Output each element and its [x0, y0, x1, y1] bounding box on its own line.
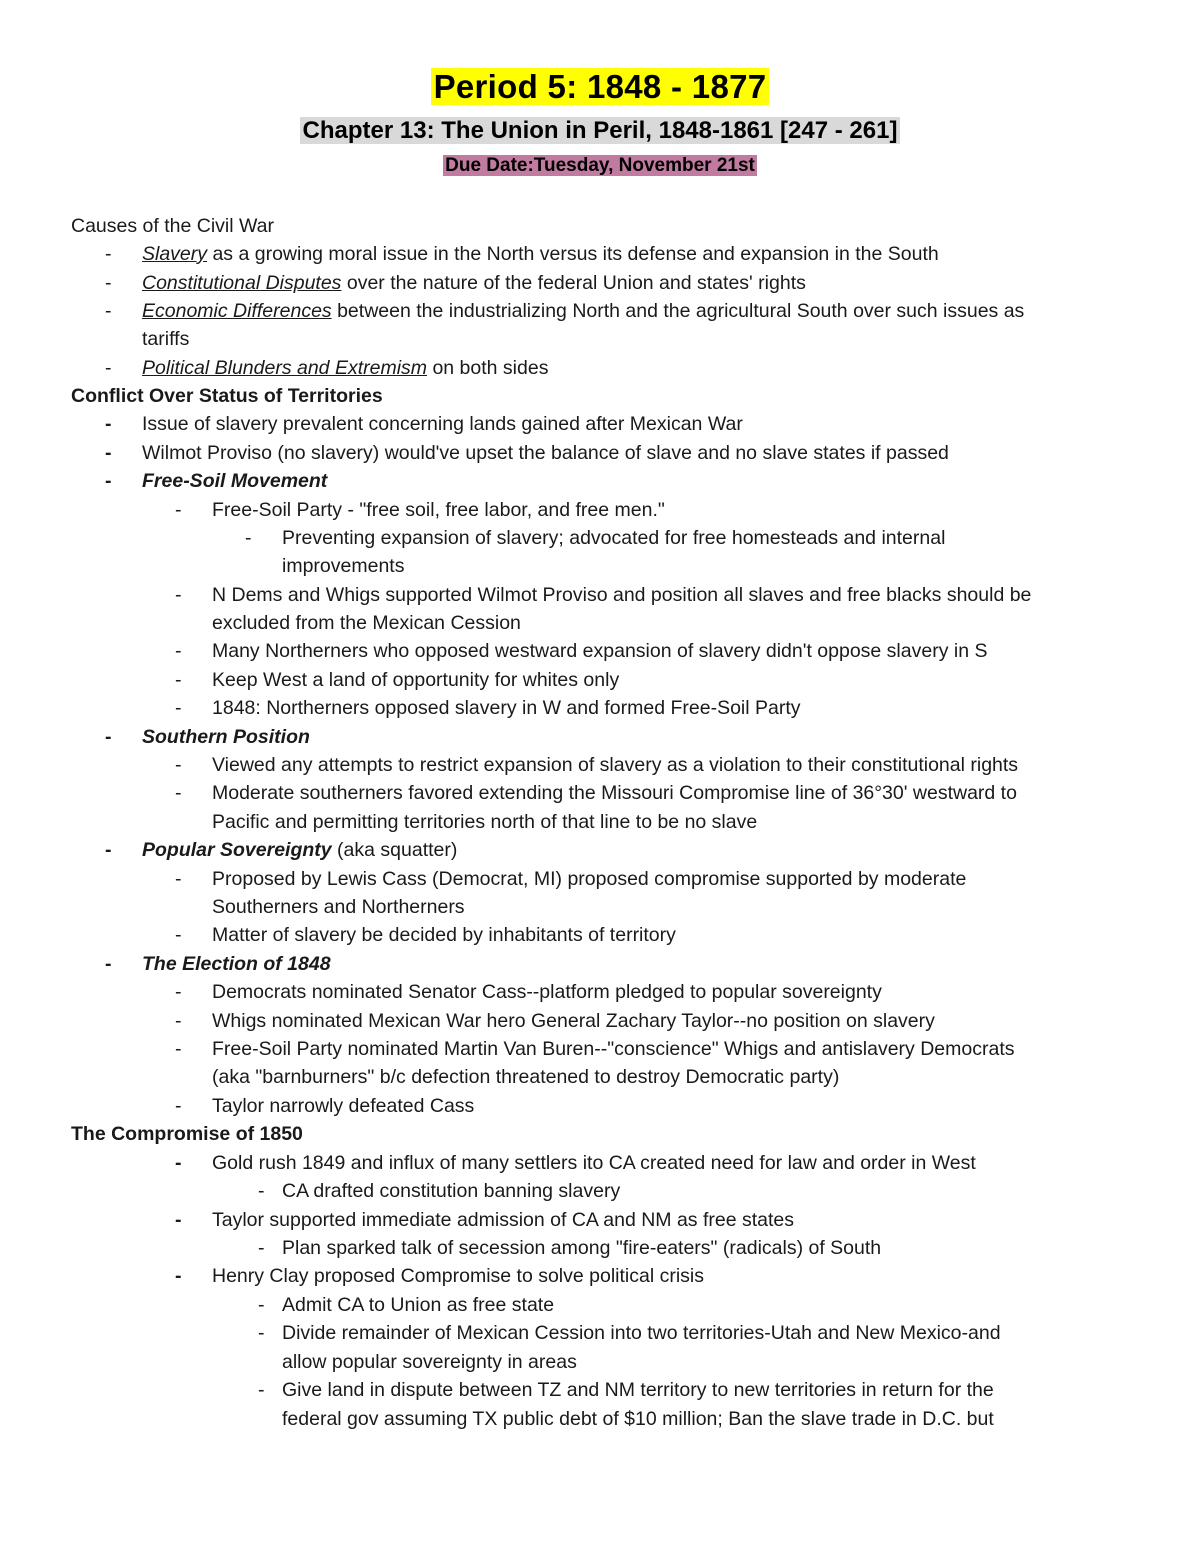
list-item: Plan sparked talk of secession among "fire-eaters" (radicals) of South [282, 1237, 882, 1259]
dash: - [105, 726, 112, 748]
list-item: N Dems and Whigs supported Wilmot Proviso and position all slaves and free blacks should be [212, 584, 1032, 606]
list-item: Moderate southerners favored extending the Missouri Compromise line of 36°30' westward to [212, 782, 1017, 804]
period-title: Period 5: 1848 - 1877 [431, 68, 770, 105]
causes-heading: Causes of the Civil War [71, 215, 275, 237]
dash: - [105, 413, 112, 435]
cause-continuation: tariffs [142, 328, 190, 350]
cause-text: as a growing moral issue in the North versus its defense and expansion in the South [207, 243, 939, 265]
list-item: Free-Soil Party nominated Martin Van Buren--"conscience" Whigs and antislavery Democrats [212, 1038, 1015, 1060]
territories-heading: Conflict Over Status of Territories [71, 385, 383, 407]
dash: - [175, 1265, 182, 1287]
cause-item [142, 269, 806, 297]
list-item: Whigs nominated Mexican War hero General Zachary Taylor--no position on slavery [212, 1010, 935, 1032]
dash: - [175, 669, 182, 691]
dash: - [175, 584, 182, 606]
list-item: Taylor narrowly defeated Cass [212, 1095, 475, 1117]
cause-text: over the nature of the federal Union and states' rights [341, 272, 806, 294]
list-item: Proposed by Lewis Cass (Democrat, MI) proposed compromise supported by moderate [212, 868, 967, 890]
list-item: CA drafted constitution banning slavery [282, 1180, 621, 1202]
dash: - [175, 1152, 182, 1174]
dash: - [175, 754, 182, 776]
cause-term: Political Blunders and Extremism [142, 357, 428, 379]
southern-heading: Southern Position [142, 726, 310, 748]
list-item-continuation: allow popular sovereignty in areas [282, 1351, 577, 1373]
cause-term: Constitutional Disputes [142, 272, 342, 294]
list-item-continuation: excluded from the Mexican Cession [212, 612, 521, 634]
chapter-title-row [0, 117, 1200, 145]
list-item: Matter of slavery be decided by inhabitants of territory [212, 924, 676, 946]
election-heading: The Election of 1848 [142, 953, 331, 975]
list-item-continuation: improvements [282, 555, 405, 577]
list-item: Wilmot Proviso (no slavery) would've upset the balance of slave and no slave states if passed [142, 442, 949, 464]
dash: - [175, 981, 182, 1003]
cause-term: Economic Differences [142, 300, 332, 322]
list-item: Gold rush 1849 and influx of many settlers ito CA created need for law and order in West [212, 1152, 976, 1174]
dash: - [175, 924, 182, 946]
dash: - [105, 470, 112, 492]
cause-text: between the industrializing North and the agricultural South over such issues as [331, 300, 1025, 322]
compromise-heading: The Compromise of 1850 [71, 1123, 303, 1145]
cause-text: on both sides [427, 357, 549, 379]
list-item: Issue of slavery prevalent concerning lands gained after Mexican War [142, 413, 743, 435]
dash: - [245, 527, 252, 549]
dash: - [175, 1010, 182, 1032]
cause-item [142, 354, 548, 382]
dash: - [105, 272, 112, 294]
cause-item [142, 297, 1024, 325]
dash: - [175, 1209, 182, 1231]
list-item: Preventing expansion of slavery; advocated for free homesteads and internal [282, 527, 946, 549]
popular-heading: Popular Sovereignty [142, 839, 332, 861]
period-title-row [0, 68, 1200, 106]
list-item: Give land in dispute between TZ and NM territory to new territories in return for the [282, 1379, 994, 1401]
list-item: Democrats nominated Senator Cass--platform pledged to popular sovereignty [212, 981, 882, 1003]
list-item: Free-Soil Party - "free soil, free labor, and free men." [212, 499, 665, 521]
due-date: Due Date:Tuesday, November 21st [445, 155, 755, 176]
dash: - [105, 357, 112, 379]
free-soil-heading: Free-Soil Movement [142, 470, 328, 492]
list-item: Many Northerners who opposed westward expansion of slavery didn't oppose slavery in S [212, 640, 988, 662]
dash: - [175, 868, 182, 890]
list-item: Taylor supported immediate admission of CA and NM as free states [212, 1209, 795, 1231]
dash: - [105, 953, 112, 975]
list-item: Henry Clay proposed Compromise to solve political crisis [212, 1265, 705, 1287]
list-item: Divide remainder of Mexican Cession into two territories-Utah and New Mexico-and [282, 1322, 1001, 1344]
list-item: 1848: Northerners opposed slavery in W and formed Free-Soil Party [212, 697, 801, 719]
list-item-continuation: Southerners and Northerners [212, 896, 465, 918]
chapter-title: Chapter 13: The Union in Peril, 1848-1861 [247 - 261] [300, 117, 901, 144]
dash: - [175, 640, 182, 662]
dash: - [258, 1322, 265, 1344]
dash: - [175, 782, 182, 804]
list-item: Keep West a land of opportunity for whites only [212, 669, 620, 691]
list-item: Viewed any attempts to restrict expansion of slavery as a violation to their constitutional rights [212, 754, 1019, 776]
dash: - [175, 499, 182, 521]
popular-note: (aka squatter) [331, 839, 458, 861]
list-item: Admit CA to Union as free state [282, 1294, 555, 1316]
dash: - [258, 1180, 265, 1202]
dash: - [175, 1038, 182, 1060]
cause-term: Slavery [142, 243, 208, 265]
due-date-row [0, 155, 1200, 177]
dash: - [175, 1095, 182, 1117]
dash: - [175, 697, 182, 719]
popular-heading-line [142, 836, 457, 864]
list-item-continuation: federal gov assuming TX public debt of $10 million; Ban the slave trade in D.C. but [282, 1408, 994, 1430]
dash: - [105, 300, 112, 322]
dash: - [258, 1379, 265, 1401]
dash: - [105, 442, 112, 464]
list-item-continuation: Pacific and permitting territories north of that line to be no slave [212, 811, 758, 833]
cause-item [142, 240, 939, 268]
list-item-continuation: (aka "barnburners" b/c defection threatened to destroy Democratic party) [212, 1066, 840, 1088]
dash: - [105, 839, 112, 861]
dash: - [258, 1237, 265, 1259]
dash: - [105, 243, 112, 265]
dash: - [258, 1294, 265, 1316]
